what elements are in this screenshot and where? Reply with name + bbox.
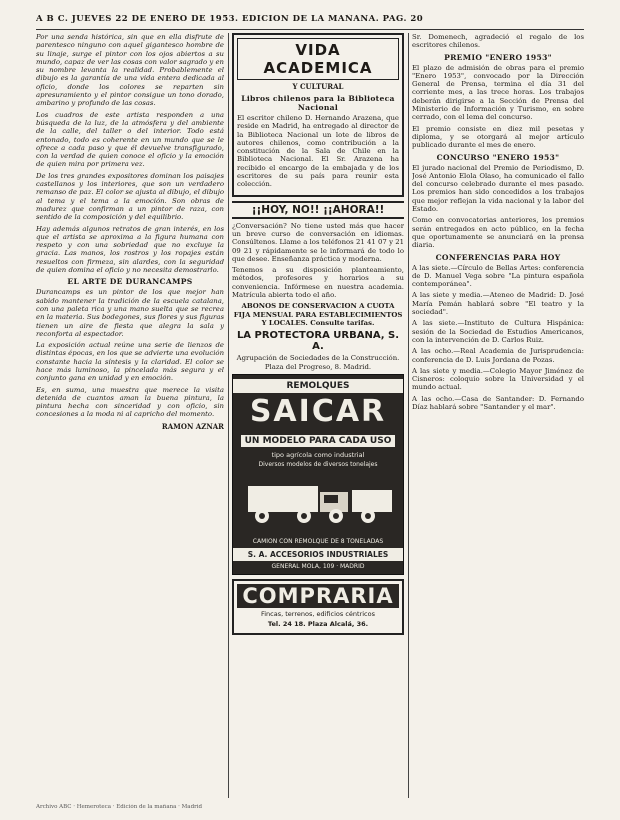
paragraph: Como en convocatorias anteriores, los premios serán entregados en acto público, en la fecha que oportunamente se anunciará en la prensa diaria. <box>412 216 584 250</box>
list-item: A las siete.—Instituto de Cultura Hispánica: sesión de la Sociedad de Estudios Americanos, con la intervención de D. Carlos Ruiz. <box>412 319 584 344</box>
compraria-advertisement <box>232 579 404 635</box>
saicar-advertisement <box>232 374 404 575</box>
ad-line: tipo agrícola como industrial <box>271 450 365 459</box>
page-header: A B C. JUEVES 22 DE ENERO DE 1953. EDICION DE LA MAÑANA. PAG. 20 <box>36 14 424 24</box>
truck-illustration <box>236 472 400 530</box>
section-subtitle: Y CULTURAL <box>292 82 344 91</box>
article-subhead: CONCURSO "ENERO 1953" <box>436 152 560 162</box>
ad-body: ¿Conversación? No tiene usted más que hacer un breve curso de conversación en idiomas. Consúltenos. Llame a los teléfonos 21 41 07 y 21 09 21 y rápidamente se le informará de todo lo que desee. Enseñanza práctica y moderna. <box>232 221 404 263</box>
article-headline: Libros chilenos para la Biblioteca Nacional <box>241 94 395 112</box>
paragraph: Durancamps es un pintor de los que mejor han sabido mantener la tradición de la escuela catalana, con una paleta rica y una mano suelta que se recrea en la materia. Sus bodegones, sus flores y sus figuras tienen un aire de fiesta que alegra la sala y reconforta al espectador. <box>36 288 224 338</box>
protectora-headline: LA PROTECTORA URBANA, S. A. <box>236 330 400 353</box>
ad-top-label: REMOLQUES <box>233 379 403 393</box>
paragraph: El premio consiste en diez mil pesetas y diploma, y se otorgará al mejor artículo publicado durante el mes de enero. <box>412 124 584 150</box>
paragraph: Hay además algunos retratos de gran interés, en los que el artista se aproxima a la figura humana con respeto y con una sobriedad que no excluye la gracia. Las manos, los rostros y los ropajes están resueltos con firmeza, sin alardes, con la seguridad de quien domina el oficio y no necesita demostrarlo. <box>36 224 224 275</box>
paragraph: Por una senda histórica, sin que en ella disfrute de parentesco ninguno con aquel gigantesco hombre de su linaje, surge el pintor con los ojos abiertos a su mundo, capaz de ver las cosas con valor sagrado y en su nombre levanta la realidad. Probablemente el dibujo es la garantía de una vida entera dedicada al oficio, donde los colores se reparten sin apresuramiento y el pintor consigue un tono dorado, ambarino y profundo de las cosas. <box>36 33 224 108</box>
column-divider-1 <box>228 33 229 798</box>
article-body: El escritor chileno D. Hernando Arazena, que reside en Madrid, ha entregado al director de la Biblioteca Nacional un lote de libros de autores chilenos, como contribución a la constitución de la Sala de Chile en la Biblioteca Nacional. El Sr. Arazena ha recibido el encargo de la embajada y de los escritores de su país para reunir esta colección. <box>237 114 399 189</box>
article-subhead: CONFERENCIAS PARA HOY <box>435 252 561 262</box>
paragraph: El jurado nacional del Premio de Periodismo, D. José Antonio Elola Olaso, ha comunicado el fallo del concurso celebrado durante el mes pasado. Los premios han sido concedidos a los trabajos que mejor reflejan la vida nacional y la labor del Estado. <box>412 163 584 214</box>
ad-caption: CAMION CON REMOLQUE DE 8 TONELADAS <box>252 537 384 545</box>
paragraph: El plazo de admisión de obras para el premio "Enero 1953", convocado por la Dirección General de Prensa, termina el día 31 del corriente mes, a las trece horas. Los trabajos deberán dirigirse a la Sección de Prensa del Ministerio de Información y Turismo, en sobre cerrado, con el lema del concurso. <box>412 63 584 122</box>
page-footer: Archivo ABC · Hemeroteca · Edición de la mañana · Madrid <box>36 804 203 810</box>
column-middle <box>232 33 404 798</box>
list-item: A las ocho.—Real Academia de Jurisprudencia: conferencia de D. Luis Jordana de Pozas. <box>412 347 584 364</box>
column-left <box>36 33 224 798</box>
column-right <box>412 33 584 798</box>
abonos-text: ABONOS DE CONSERVACION A CUOTA FIJA MENSUAL PARA ESTABLECIMIENTOS Y LOCALES. Consulte tarifas. <box>233 302 403 327</box>
ad-headline: ¡¡HOY, NO!! ¡¡AHORA!! <box>232 201 404 219</box>
ad-body: Tenemos a su disposición planteamiento, métodos, profesores y horarios a su conveniencia. Infórmese en nuestra academia. Matrícula abierta todo el año. <box>232 266 404 300</box>
author-signature: RAMON AZNAR <box>161 421 224 431</box>
list-item: A las siete.—Círculo de Bellas Artes: conferencia de D. Manuel Vega sobre "La pintura española contemporánea". <box>412 263 584 289</box>
column-divider-2 <box>408 33 409 798</box>
article-subhead: EL ARTE DE DURANCAMPS <box>67 277 193 287</box>
paragraph: Sr. Domenech, agradeció el regalo de los escritores chilenos. <box>412 33 584 50</box>
list-item: A las siete y media.—Ateneo de Madrid: D. José María Pemán hablará sobre "El teatro y la sociedad". <box>412 291 584 317</box>
ad-brand: COMPRARIA <box>237 584 399 608</box>
ad-company: S. A. ACCESORIOS INDUSTRIALES <box>233 548 403 561</box>
ad-brand: SAICAR <box>249 393 387 429</box>
list-item: A las ocho.—Casa de Santander: D. Fernando Díaz hablará sobre "Santander y el mar". <box>412 394 584 411</box>
ad-slogan: UN MODELO PARA CADA USO <box>241 435 396 447</box>
paragraph: La exposición actual reúne una serie de lienzos de distintas épocas, en los que se advierte una evolución constante hacia la síntesis y la claridad. El color se hace más luminoso, la pincelada más segura y el conjunto gana en unidad y en emoción. <box>36 341 224 383</box>
ad-address: GENERAL MOLA, 109 · MADRID <box>271 562 365 570</box>
section-box <box>232 33 404 197</box>
ad-line: Tel. 24 18. Plaza Alcalá, 36. <box>267 619 369 628</box>
paragraph: Es, en suma, una muestra que merece la visita detenida de cuantos aman la buena pintura, la pintura hecha con sinceridad y con oficio, sin concesiones a la moda ni al capricho del momento. <box>36 385 224 419</box>
protectora-body: Agrupación de Sociedades de la Construcción. Plaza del Progreso, 8. Madrid. <box>236 354 400 371</box>
section-title: VIDA ACADEMICA <box>237 38 399 80</box>
ad-line: Diversos modelos de diversos tonelajes <box>258 460 378 468</box>
paragraph: De los tres grandes expositores dominan los paisajes castellanos y los interiores, que son un verdadero remanso de paz. El color se ajusta al dibujo, el dibujo al tema y el tema a la emoción. Son obras de madurez que confirman a un pintor de raza, con sentido de la composición y del equilibrio. <box>36 171 224 222</box>
article-subhead: PREMIO "ENERO 1953" <box>444 52 552 62</box>
list-item: A las siete y media.—Colegio Mayor Jiménez de Cisneros: coloquio sobre la Universidad y el mundo actual. <box>412 366 584 392</box>
paragraph: Los cuadros de este artista responden a una búsqueda de la luz, de la atmósfera y del ambiente de la calle, del taller o del interior. Todo está entonado, todo es coherente en un mundo que se le ofrece a cada paso y que él devuelve transfigurado, con la verdad de quien conoce el oficio y la emoción de quien mira por primera vez. <box>36 110 224 169</box>
header-rule <box>36 29 584 30</box>
ad-line: Fincas, terrenos, edificios céntricos <box>260 609 375 618</box>
